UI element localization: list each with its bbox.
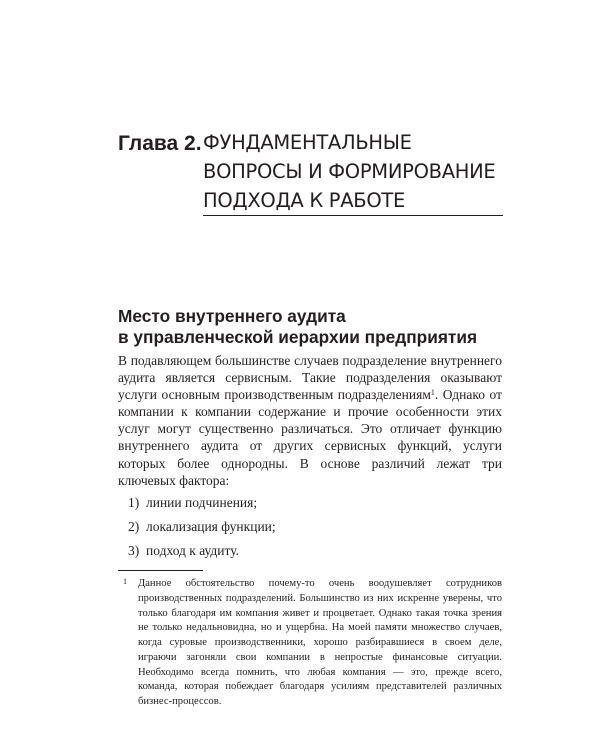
list-item — [128, 494, 502, 511]
footnote-separator — [118, 570, 203, 571]
list-item-text: линии подчинения; — [146, 494, 258, 510]
body-text — [118, 352, 502, 565]
footnote — [118, 577, 502, 710]
chapter-title-line: ПОДХОДА К РАБОТЕ — [203, 189, 406, 212]
chapter-title-rule — [203, 215, 503, 216]
chapter-title-line: ФУНДАМЕНТАЛЬНЫЕ — [203, 131, 412, 154]
section-title — [118, 306, 518, 348]
list-item — [128, 518, 502, 535]
chapter-title-line: ВОПРОСЫ И ФОРМИРОВАНИЕ — [203, 160, 496, 183]
footnote-mark: 1 — [123, 577, 127, 586]
paragraph-text: В подавляющем большинстве случаев подразделение внутреннего аудита является сервисным. Такие подразделения оказывают услуги основным производственным подразделениям — [118, 353, 502, 403]
body-paragraph — [118, 352, 502, 489]
list-item-number: 1) — [128, 494, 140, 510]
chapter-title — [203, 128, 495, 215]
list-item-number: 2) — [128, 518, 140, 534]
list-item-text: локализация функции; — [146, 518, 276, 534]
chapter-heading — [118, 128, 503, 220]
chapter-label: Глава 2. — [118, 132, 202, 155]
section-title-line: в управленческой иерархии предприятия — [118, 327, 478, 347]
list-item-number: 3) — [128, 542, 140, 558]
footnote-reference: 1 — [430, 388, 435, 398]
footnote-text: Данное обстоятельство почему-то очень воодушевляет сотрудников производственных подразделений. Большинство из них искренне уверены, что только благодаря им компания живет и процветает. Однако такая точка зрения не только недальновидна, но и ущербна. На моей памяти множество случаев, когда суровые производственники, хорошо разбиравшиеся в своем деле, играючи загоняли свои компании в непростые финансовые ситуации. Необходимо всегда помнить, что любая компания — это, прежде всего, команда, которая побеждает благодаря усилиям представителей различных бизнес-процессов. — [138, 578, 502, 707]
section-title-line: Место внутреннего аудита — [118, 306, 346, 326]
list-item-text: подход к аудиту. — [146, 542, 240, 558]
paragraph-text: . Однако от компании к компании содержание и прочие особенности этих услуг могут существенно различаться. Это отличает функцию внутреннего аудита от других сервисных функций, услуги которых более однородны. В основе различий лежат три ключевых фактора: — [118, 387, 502, 488]
list-item — [128, 542, 502, 559]
factor-list — [118, 494, 502, 559]
